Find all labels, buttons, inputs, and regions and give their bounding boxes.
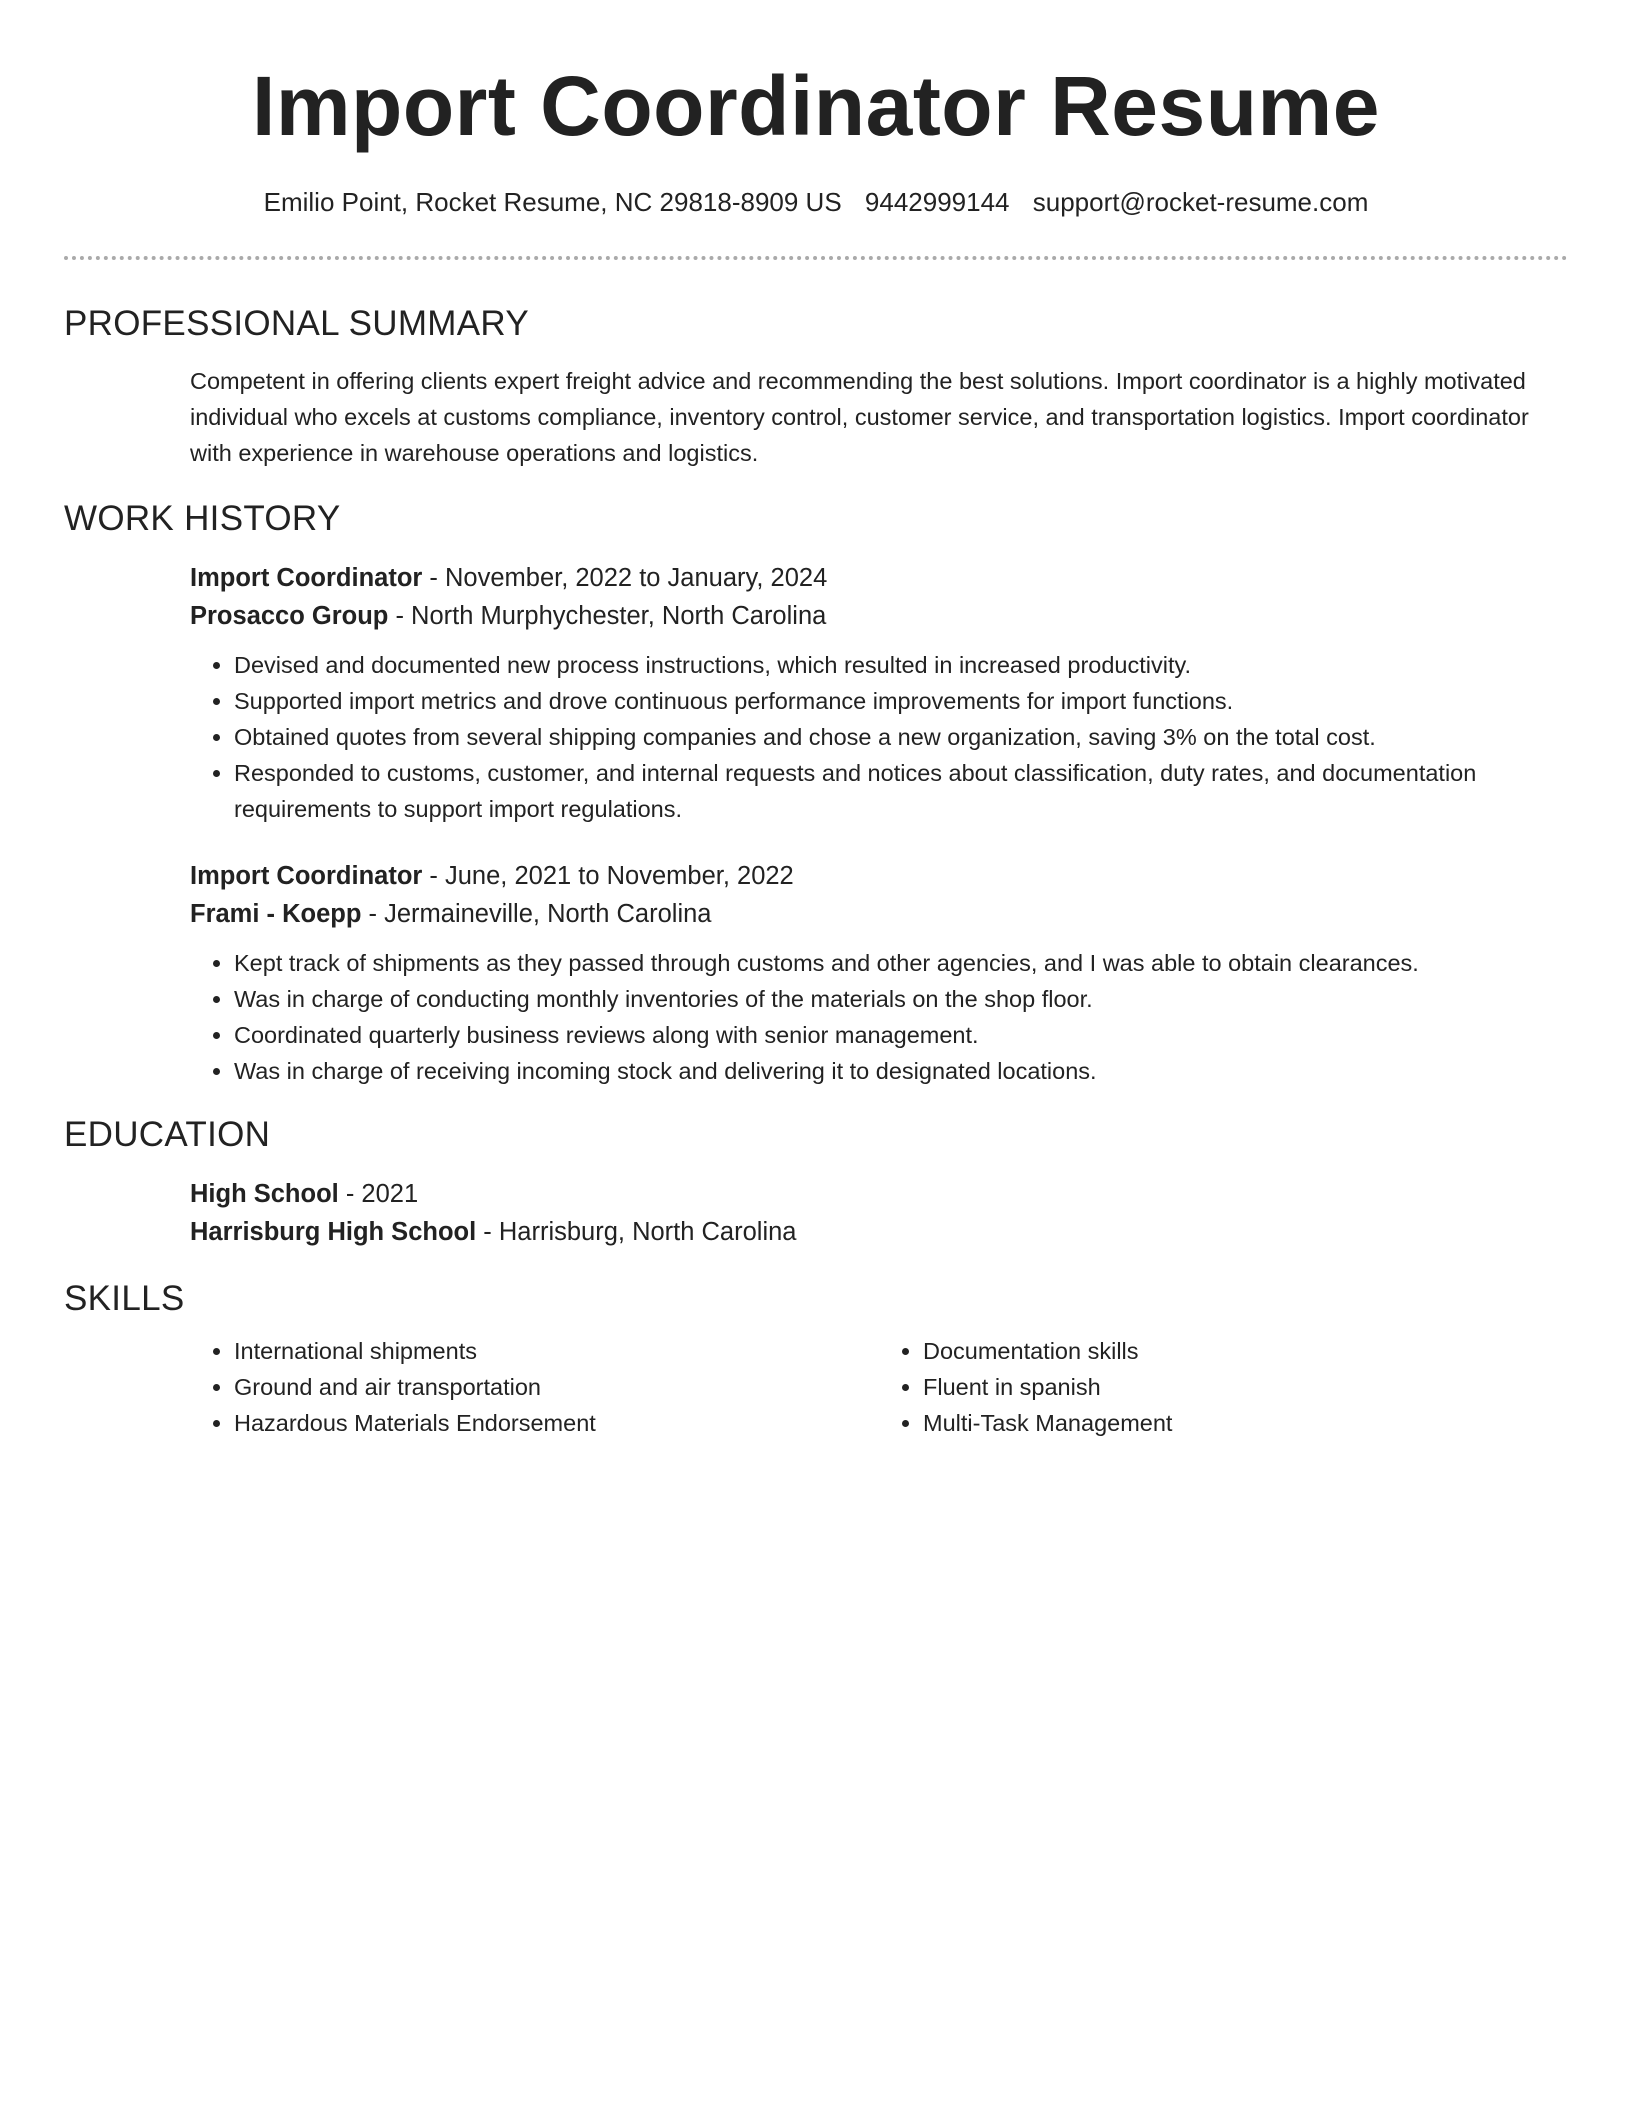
education-school-line [190,1213,1568,1251]
skills-section [190,1333,1568,1441]
job-company: Prosacco Group [190,602,389,630]
job-company: Frami - Koepp [190,900,362,928]
job-dates: - June, 2021 to November, 2022 [422,862,794,890]
job-location: - Jermaineville, North Carolina [361,900,712,928]
job-bullets [190,647,1568,827]
job-bullets [190,945,1568,1089]
list-item: • Supported import metrics and drove continuous performance improvements for import functions. [234,683,1568,719]
skills-heading: SKILLS [64,1279,185,1318]
job-dates: - November, 2022 to January, 2024 [422,564,828,592]
skill-item: • Documentation skills [923,1333,1568,1369]
list-item: • Kept track of shipments as they passed through customs and other agencies, and I was able to obtain clearances. [234,945,1568,981]
skills-list-left [190,1333,879,1441]
header-divider [64,256,1568,260]
education-year: - 2021 [338,1180,419,1208]
list-item: • Devised and documented new process instructions, which resulted in increased productivity. [234,647,1568,683]
contact-address: Emilio Point, Rocket Resume, NC 29818-8909 US [263,187,842,217]
summary-heading: PROFESSIONAL SUMMARY [64,304,529,343]
job-entry [190,857,1568,1089]
job-title-line [190,857,1568,895]
education-section [190,1175,1568,1251]
list-item: • Obtained quotes from several shipping companies and chose a new organization, saving 3% on the total cost. [234,719,1568,755]
skill-item: • Fluent in spanish [923,1369,1568,1405]
skill-item: • Hazardous Materials Endorsement [234,1405,879,1441]
summary-text: Competent in offering clients expert freight advice and recommending the best solutions. Import coordinator is a highly motivated individual who excels at customs compliance, inventory control, customer service, and transportation logistics. Import coordinator with experience in warehouse operations and logistics. [190,368,1529,466]
job-title-line [190,559,1568,597]
skills-list-right [879,1333,1568,1441]
contact-line [64,184,1568,220]
education-heading: EDUCATION [64,1115,271,1154]
contact-email: support@rocket-resume.com [1032,187,1369,217]
job-company-line [190,597,1568,635]
list-item: • Was in charge of conducting monthly inventories of the materials on the shop floor. [234,981,1568,1017]
job-entry [190,559,1568,827]
resume-title: Import Coordinator Resume [252,59,1380,153]
summary-section [190,363,1568,471]
list-item: • Responded to customs, customer, and internal requests and notices about classification, duty rates, and documentation requirements to support import regulations. [234,755,1568,827]
skill-item: • Ground and air transportation [234,1369,879,1405]
education-school: Harrisburg High School [190,1218,477,1246]
skill-item: • International shipments [234,1333,879,1369]
education-degree-line [190,1175,1568,1213]
job-company-line [190,895,1568,933]
work-history-heading: WORK HISTORY [64,499,341,538]
job-title: Import Coordinator [190,862,423,890]
job-title: Import Coordinator [190,564,423,592]
skill-item: • Multi-Task Management [923,1405,1568,1441]
list-item: • Coordinated quarterly business reviews along with senior management. [234,1017,1568,1053]
work-history-section [190,559,1568,1089]
education-degree: High School [190,1180,339,1208]
list-item: • Was in charge of receiving incoming stock and delivering it to designated locations. [234,1053,1568,1089]
skills-grid [190,1333,1568,1441]
education-location: - Harrisburg, North Carolina [476,1218,797,1246]
contact-phone: 9442999144 [864,187,1010,217]
job-location: - North Murphychester, North Carolina [388,602,827,630]
